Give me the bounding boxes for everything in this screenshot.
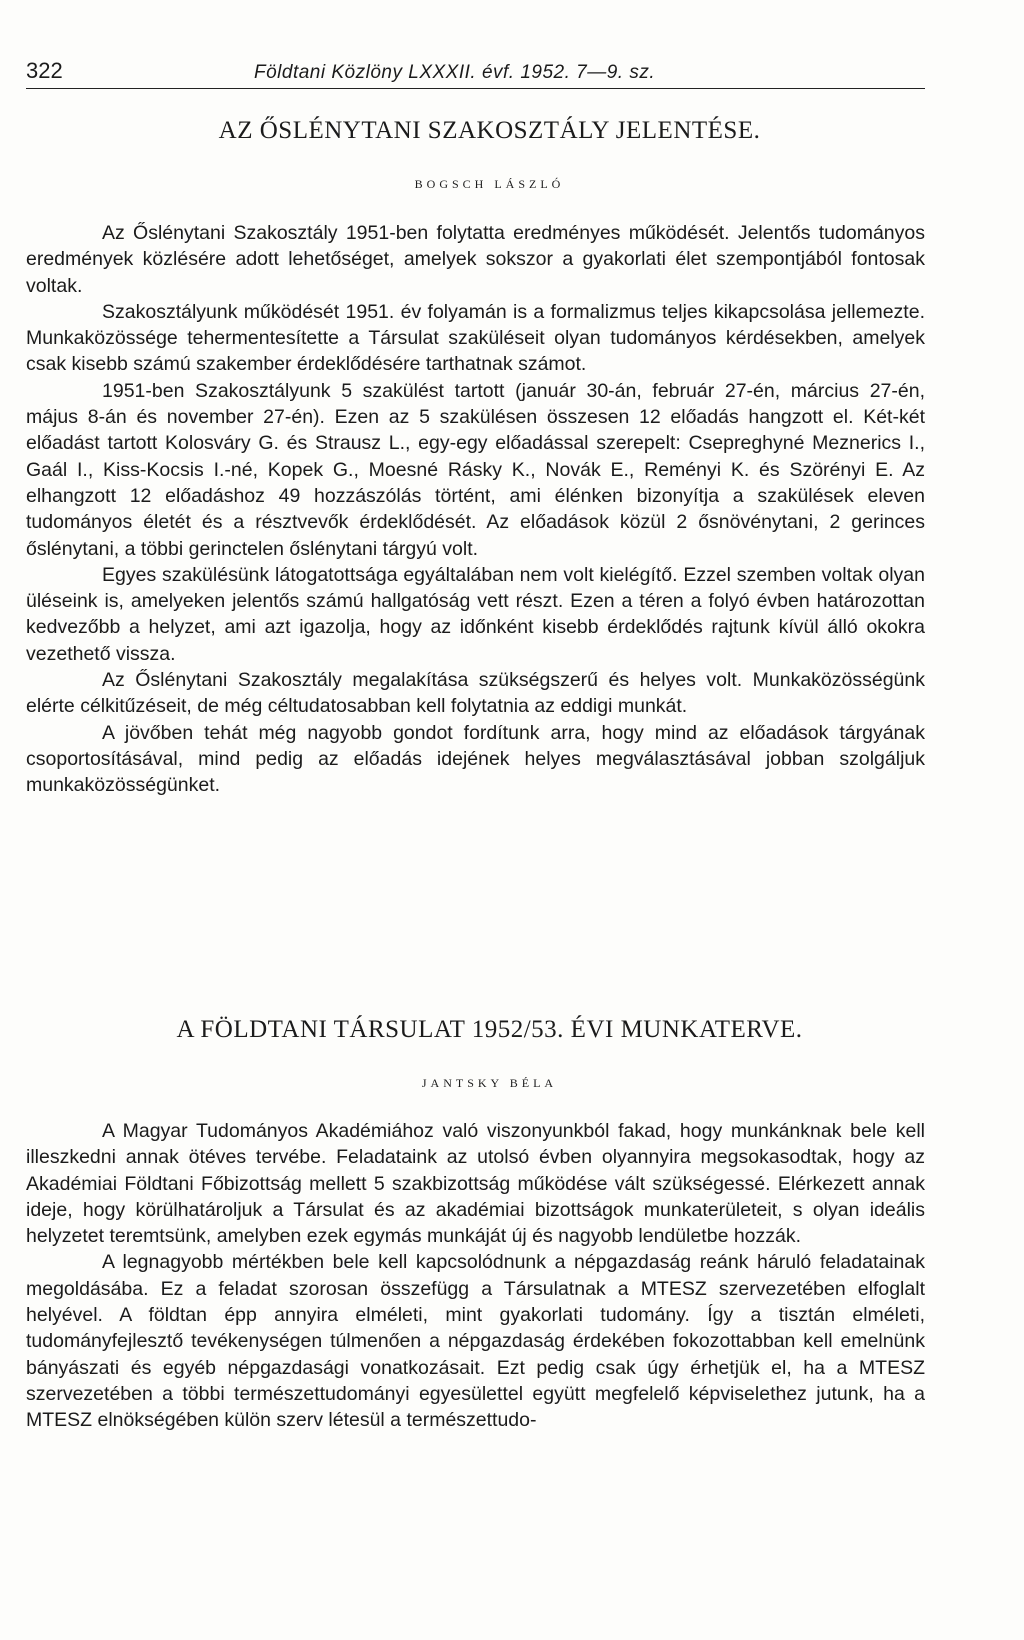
page-header xyxy=(26,54,925,89)
article-author: JANTSKY BÉLA xyxy=(421,1076,558,1090)
paragraph: A jövőben tehát még nagyobb gondot fordítunk arra, hogy mind az előadások tárgyának csoportosításával, mind pedig az előadás idejének helyes megválasztásával jobban szolgáljuk munkaközösségünket. xyxy=(26,721,925,797)
paragraph: 1951-ben Szakosztályunk 5 szakülést tartott (január 30-án, február 27-én, március 27-én, május 8-án és november 27-én). Ezen az 5 szakülésen összesen 12 előadás hangzott el. Két-két előadást tartott Kolosváry G. és Strausz L., egy-egy előadással szerepelt: Csepreghyné Meznerics I., Gaál I., Kiss-Kocsis I.-né, Kopek G., Moesné Rásky K., Novák E., Reményi K. és Szörényi E. Az elhangzott 12 előadáshoz 49 hozzászólás történt, ami élénken bizonyítja a szakülések eleven tudományos életét és a résztvevők érdeklődését. Az előadások közül 2 ősnövénytani, 2 gerinces őslénytani, a többi gerinctelen őslénytani tárgyú volt. xyxy=(26,379,925,560)
article-title: A FÖLDTANI TÁRSULAT 1952/53. ÉVI MUNKATERVE. xyxy=(176,1016,803,1043)
paragraph: Az Őslénytani Szakosztály 1951-ben folytatta eredményes működését. Jelentős tudományos eredmények közlésére adott lehetőséget, amelyek sokszor a gyakorlati élet szempontjából fontosak voltak. xyxy=(26,222,925,297)
article-body xyxy=(26,220,925,799)
article-title: AZ ŐSLÉNYTANI SZAKOSZTÁLY JELENTÉSE. xyxy=(218,117,761,144)
page-number: 322 xyxy=(26,58,63,83)
paragraph: A Magyar Tudományos Akadémiához való viszonyunkból fakad, hogy munkánknak bele kell illeszkedni annak ötéves tervébe. Feladataink az utolsó évben olyannyira megsokasodtak, hogy az Akadémiai Földtani Főbizottság mellett 5 szakbizottság működése vált szükségessé. Elérkezett annak ideje, hogy körülhatároljuk a Társulat és az akadémiai bizottságok munkaterületeit, s olyan ideális helyzetet teremtsünk, amelyben ezek egymás munkáját új és nagyobb lendületbe hozzák. xyxy=(26,1120,925,1248)
paragraph: Egyes szakülésünk látogatottsága egyáltalában nem volt kielégítő. Ezzel szemben voltak olyan üléseink is, amelyeken jelentős számú hallgatóság vett részt. Ezen a téren a folyó évben határozottan kedvezőbb a helyzet, ami azt igazolja, hogy az időnként kisebb érdeklődés rajtunk kívül álló okokra vezethető vissza. xyxy=(26,563,925,665)
paragraph: Az Őslénytani Szakosztály megalakítása szükségszerű és helyes volt. Munkaközösségünk elérte célkitűzéseit, de még céltudatosabban kell folytatnia az eddigi munkát. xyxy=(26,669,925,718)
paragraph: A legnagyobb mértékben bele kell kapcsolódnunk a népgazdaság reánk háruló feladatainak megoldásába. Ez a feladat szorosan összefügg a Társulatnak a MTESZ szervezetében elfoglalt helyével. A földtan épp annyira elméleti, mint gyakorlati tudomány. Így a tisztán elméleti, tudományfejlesztő tevékenységen túlmenően a népgazdaság érdekében fokozottabban kell emelnünk bányászati és egyéb népgazdasági vonatkozásait. Ezt pedig csak úgy érhetjük el, ha a MTESZ szervezetében a többi természettudományi egyesülettel együtt megfelelő képviselethez jutunk, ha a MTESZ elnökségében külön szerv létesül a természettudo- xyxy=(26,1251,925,1432)
running-head: Földtani Közlöny LXXXII. évf. 1952. 7—9. sz. xyxy=(254,62,656,83)
article-body xyxy=(26,1118,925,1434)
paragraph: Szakosztályunk működését 1951. év folyamán is a formalizmus teljes kikapcsolása jellemezte. Munkaközössége tehermentesítette a Társulat szaküléseit olyan tudományos kérdésekben, amelyek csak kisebb számú szakember érdeklődésére tarthatnak számot. xyxy=(26,300,925,376)
article-author: BOGSCH LÁSZLÓ xyxy=(414,177,565,191)
